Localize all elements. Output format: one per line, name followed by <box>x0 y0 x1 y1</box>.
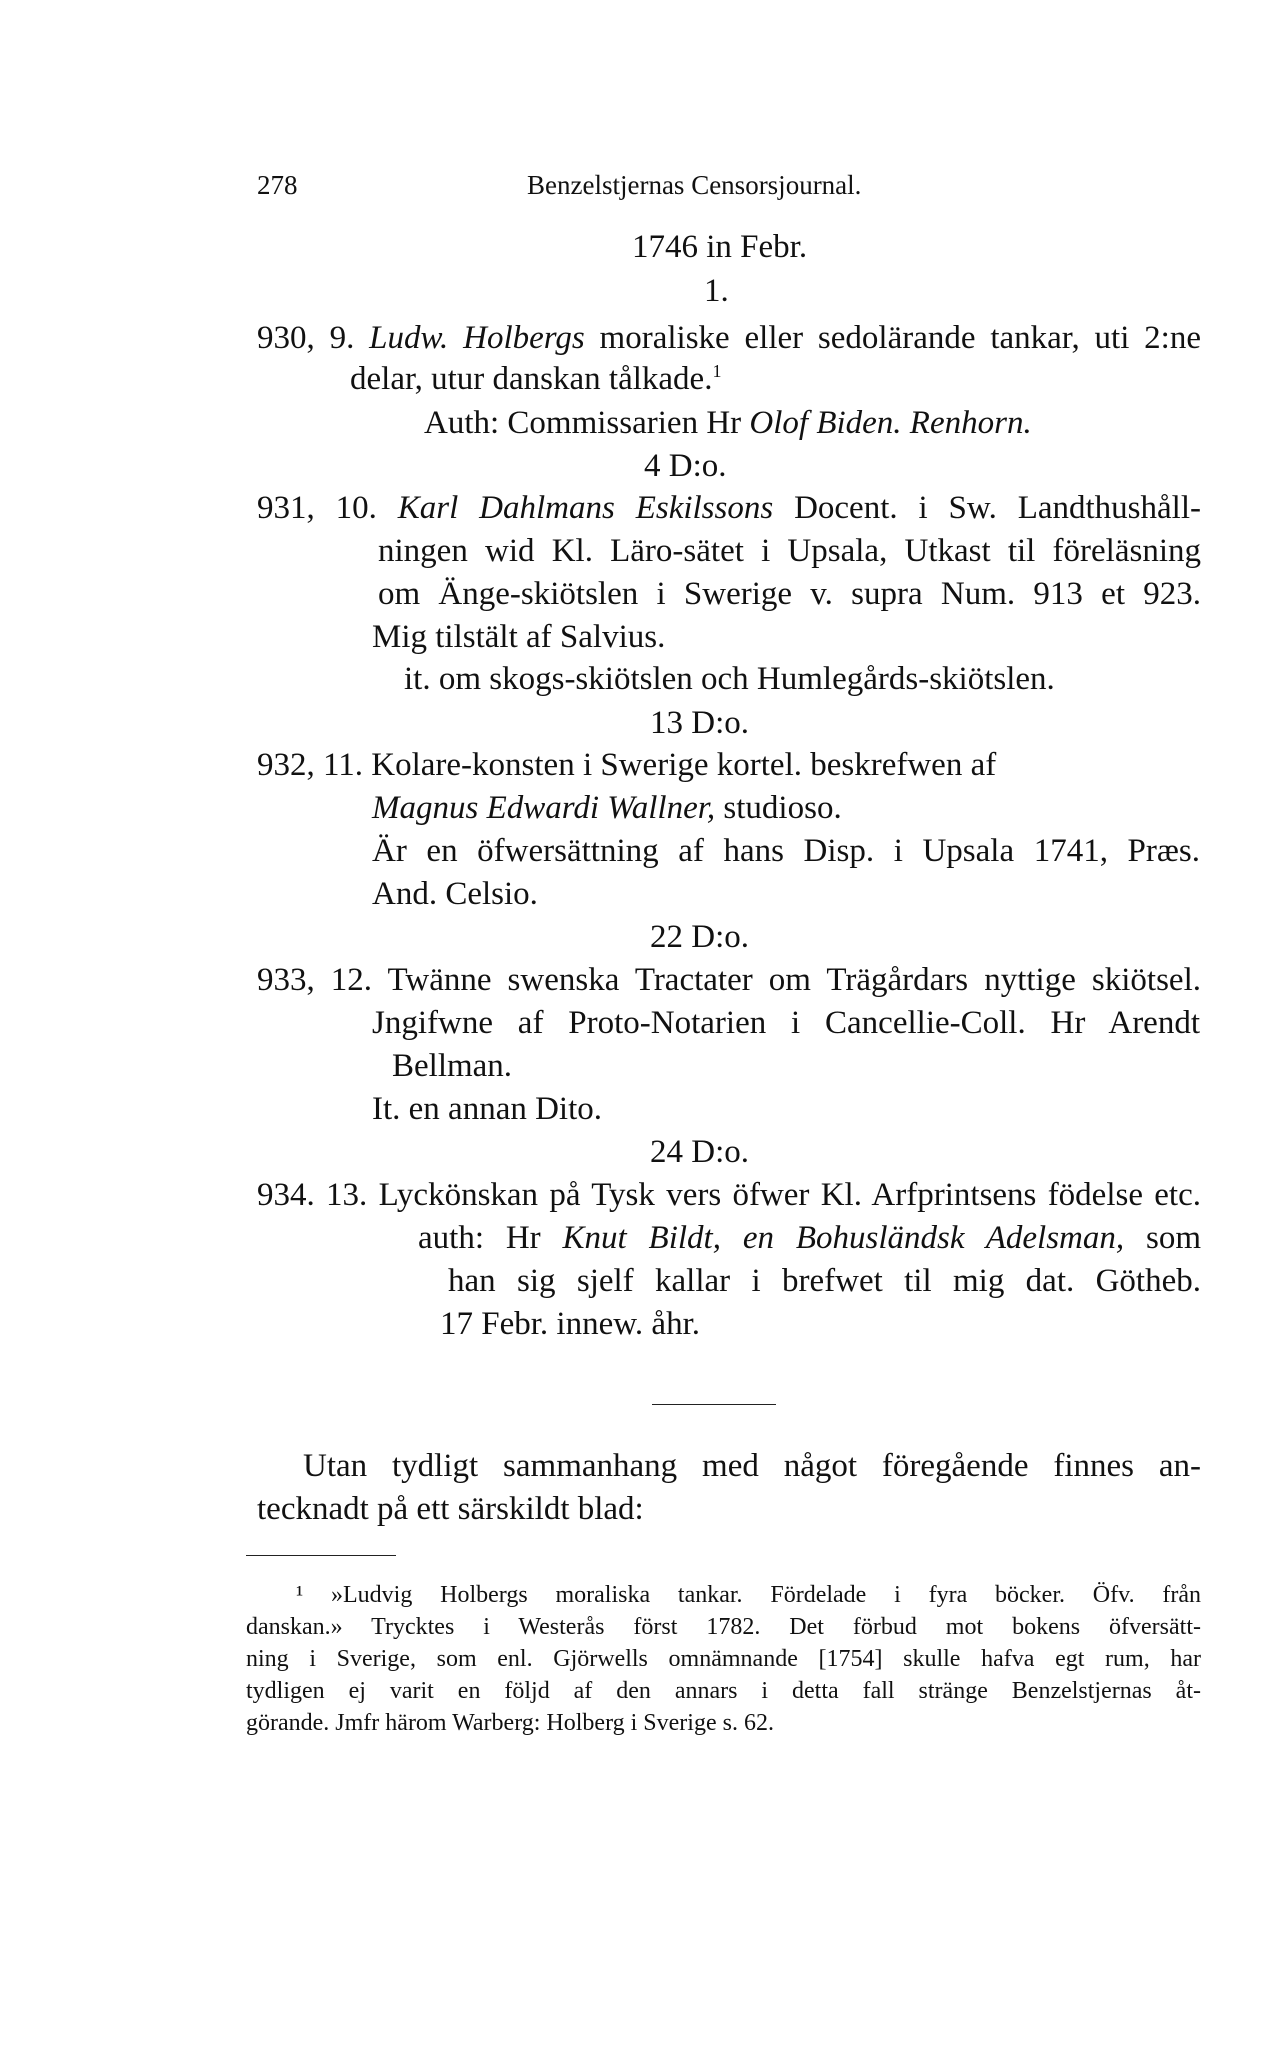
entry-931-line-1 <box>257 488 1201 528</box>
text-run: Bellman. <box>392 1048 513 1084</box>
entry-934-line-2 <box>418 1218 1201 1258</box>
text-run: moraliske eller sedolärande tankar, uti 2:ne <box>584 320 1202 356</box>
entry-932-line-3 <box>372 831 1200 871</box>
entry-931-line-2 <box>378 531 1201 571</box>
entry-932-line-1 <box>257 745 996 785</box>
text-run: 934. 13. Lyckönskan på Tysk vers öfwer Kl. Arfprintsens födelse etc. <box>257 1177 1201 1213</box>
text-run: Auth: Commissarien Hr <box>424 405 750 441</box>
entry-932-line-4 <box>372 874 538 914</box>
entry-930-line-1 <box>257 318 1201 358</box>
italic-text: Karl Dahlmans Eskilssons <box>397 490 774 526</box>
entry-934-line-4 <box>440 1304 700 1344</box>
day-heading: 1. <box>704 273 729 309</box>
text-run: delar, utur danskan tålkade. <box>350 361 713 397</box>
entry-933-line-3 <box>392 1046 512 1086</box>
italic-text: Olof Biden. Renhorn. <box>749 405 1032 441</box>
text-run: om Änge-skiötslen i Swerige v. supra Num. 913 et 923. <box>378 576 1201 612</box>
entry-934-line-3 <box>448 1261 1201 1301</box>
entry-930-count: 4 D:o. <box>644 448 727 484</box>
text-run: 931, 10. <box>257 490 398 526</box>
running-title: Benzelstjernas Censorsjournal. <box>527 170 862 200</box>
closing-line-1: Utan tydligt sammanhang med något föregående finnes an- <box>303 1448 1201 1484</box>
entry-933-count: 24 D:o. <box>650 1134 749 1170</box>
footnote-rule <box>246 1555 396 1556</box>
date-heading: 1746 in Febr. <box>632 229 808 265</box>
footnote-line-1: ¹ »Ludvig Holbergs moraliska tankar. Fördelade i fyra böcker. Öfv. från <box>296 1582 1201 1608</box>
entry-933-line-2 <box>372 1003 1200 1043</box>
entry-931-line-3 <box>378 574 1201 614</box>
entry-932-line-2 <box>372 788 842 828</box>
text-run: han sig sjelf kallar i brefwet til mig dat. Götheb. <box>448 1263 1201 1299</box>
footnote-line-5: görande. Jmfr härom Warberg: Holberg i Sverige s. 62. <box>246 1710 774 1736</box>
footnote-line-2: danskan.» Trycktes i Westerås först 1782. Det förbud mot bokens öfversätt- <box>246 1614 1201 1640</box>
text-run: 17 Febr. innew. åhr. <box>440 1306 700 1342</box>
text-run: it. om skogs-skiötslen och Humlegårds-skiötslen. <box>404 661 1055 697</box>
text-run: Mig tilstält af Salvius. <box>372 619 666 655</box>
section-divider <box>652 1404 776 1405</box>
footnote-line-3: ning i Sverige, som enl. Gjörwells omnämnande [1754] skulle hafva egt rum, har <box>246 1646 1201 1672</box>
entry-930-line-2 <box>350 359 721 399</box>
entry-934-line-1 <box>257 1175 1201 1215</box>
page-number: 278 <box>257 170 298 200</box>
footnote-marker: 1 <box>712 361 722 381</box>
entry-931-line-4 <box>372 617 665 657</box>
entry-933-line-1 <box>257 960 1201 1000</box>
text-run: Jngifwne af Proto-Notarien i Cancellie-Coll. Hr Arendt <box>372 1005 1200 1041</box>
text-run: 933, 12. Twänne swenska Tractater om Trägårdars nyttige skiötsel. <box>257 962 1201 998</box>
text-run: auth: Hr <box>418 1220 563 1256</box>
text-run: 932, 11. Kolare-konsten i Swerige kortel. beskrefwen af <box>257 747 997 783</box>
text-run: studioso. <box>715 790 842 826</box>
text-run: ningen wid Kl. Läro-sätet i Upsala, Utkast til föreläsning <box>378 533 1201 569</box>
entry-932-count: 22 D:o. <box>650 919 749 955</box>
italic-text: Ludw. Holbergs <box>369 320 585 356</box>
entry-930-line-3 <box>424 403 1032 443</box>
entry-931-line-5 <box>404 659 1055 699</box>
italic-text: Knut Bildt, en Bohusländsk Adelsman, <box>562 1220 1125 1256</box>
closing-line-2: tecknadt på ett särskildt blad: <box>257 1491 644 1527</box>
italic-text: Magnus Edwardi Wallner, <box>372 790 716 826</box>
text-run: 930, 9. <box>257 320 370 356</box>
text-run: som <box>1124 1220 1201 1256</box>
text-run: Är en öfwersättning af hans Disp. i Upsala 1741, Præs. <box>372 833 1200 869</box>
footnote-line-4: tydligen ej varit en följd af den annars i detta fall stränge Benzelstjernas åt- <box>246 1678 1201 1704</box>
text-run: And. Celsio. <box>372 876 538 912</box>
text-run: Docent. i Sw. Landthushåll- <box>773 490 1201 526</box>
text-run: It. en annan Dito. <box>372 1091 603 1127</box>
entry-933-line-4 <box>372 1089 602 1129</box>
entry-931-count: 13 D:o. <box>650 705 749 741</box>
